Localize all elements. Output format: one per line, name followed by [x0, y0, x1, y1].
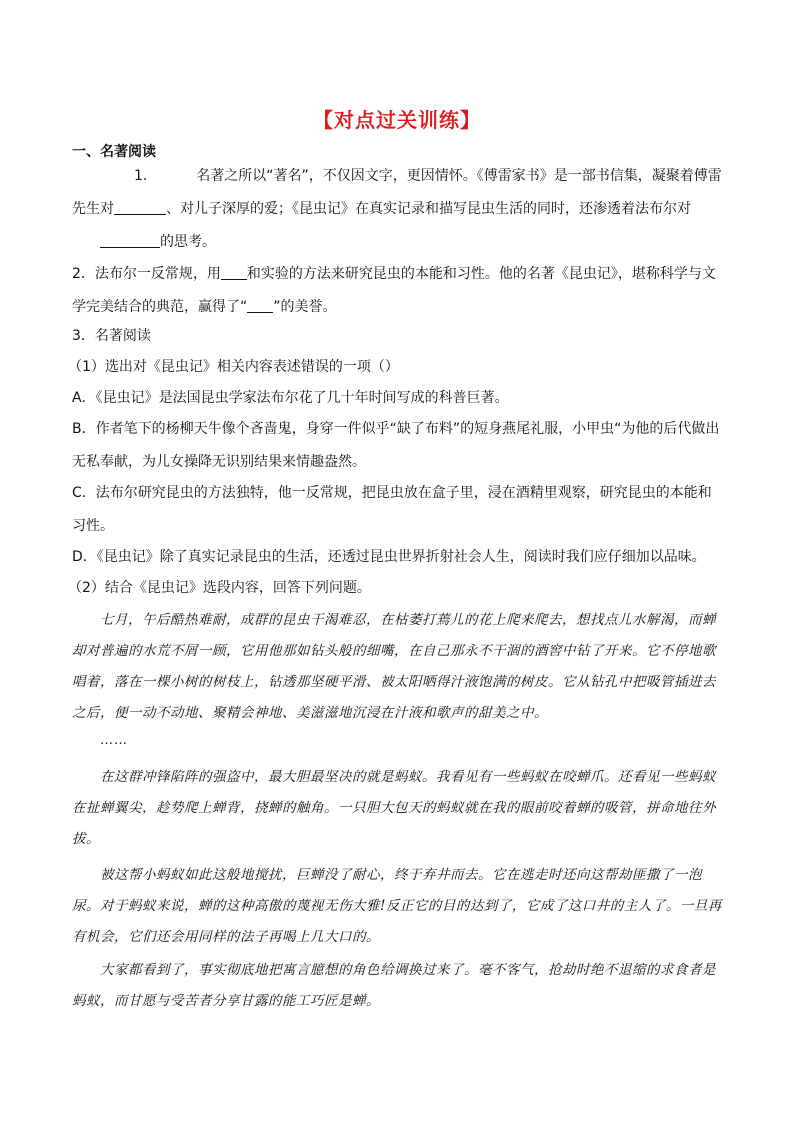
excerpt-ellipsis: …… [100, 733, 128, 748]
answer-blank[interactable] [114, 198, 166, 215]
sub-question-1: （1）选出对《昆虫记》相关内容表述错误的一项（） [68, 359, 399, 375]
excerpt-paragraph-3: 被这帮小蚂蚁如此这般地搅扰，巨蝉没了耐心，终于弃井而去。它在逃走时还向这帮劫匪撒了一泡尿。对于蚂蚁来说，蝉的这种高傲的蔑视无伤大雅!反正它的目的达到了，它成了这口井的主人了。一旦再有机会，它们还会用同样的法子再喝上几大口的。 [72, 867, 722, 945]
excerpt-paragraph-1: 七月，午后酷热难耐，成群的昆虫干渴难忍，在枯萎打蔫儿的花上爬来爬去，想找点儿水解渴，而蝉却对普遍的水荒不屑一顾，它用他那如钻头般的细嘴，在自己那永不干涸的酒窖中钻了开来。它不停地歌唱着，落在一棵小树的树枝上，钻透那坚硬平滑、被太阳晒得汁液饱满的树皮。它从钻孔中把吸管插进去之后，便一动不动地、聚精会神地、美滋滋地沉浸在汁液和歌声的甜美之中。 [72, 612, 716, 721]
question-text: 和实验的方法来研究昆虫的本能和习性。他的名著《昆虫记》，堪称科学与文 [246, 266, 716, 282]
answer-blank[interactable] [100, 231, 160, 248]
excerpt-paragraph-2: 在这群冲锋陷阵的强盗中，最大胆最坚决的就是蚂蚁。我看见有一些蚂蚁在咬蝉爪。还看见一些蚂蚁在扯蝉翼尖，趁势爬上蝉背，挠蝉的触角。一只胆大包天的蚂蚁就在我的眼前咬着蝉的吸管，拼命地往外拔。 [72, 769, 716, 847]
question-number: 1. [134, 168, 148, 184]
question-2 [72, 258, 724, 324]
option-a: A．《昆虫记》是法国昆虫学家法布尔花了几十年时间写成的科普巨著。 [72, 390, 509, 406]
question-text: 、对儿子深厚的爱；《昆虫记》在真实记录和描写昆虫生活的同时，还渗透着法布尔对 [166, 201, 691, 217]
section-heading: 一、名著阅读 [72, 144, 156, 160]
sub-question-2: （2）结合《昆虫记》选段内容，回答下列问题。 [68, 580, 371, 596]
option-d: D．《昆虫记》除了真实记录昆虫的生活，还透过昆虫世界折射社会人生，阅读时我们应仔细加以品味。 [72, 549, 706, 565]
answer-blank[interactable] [221, 263, 247, 280]
option-b: B．作者笔下的杨柳天牛像个吝啬鬼，身穿一件似乎“缺了布料”的短身燕尾礼服，小甲虫“为他的后代做出无私奉献，为儿女操降无识别结果来情趣盎然。 [72, 421, 720, 470]
question-text: 2．法布尔一反常规，用 [72, 266, 221, 282]
page-title: 【对点过关训练】 [313, 108, 481, 132]
question-text: 先生对 [72, 201, 114, 217]
question-text: 的思考。 [160, 234, 216, 250]
question-text: ”的美誉。 [273, 299, 337, 315]
option-c: C．法布尔研究昆虫的方法独特，他一反常规，把昆虫放在盒子里，浸在酒精里观察，研究昆虫的本能和习性。 [72, 485, 712, 534]
question-text: 名著之所以“著名”，不仅因文字，更因情怀。《傅雷家书》是一部书信集，凝聚着傅雷 [196, 168, 722, 184]
answer-blank[interactable] [247, 296, 273, 313]
question-1 [72, 160, 724, 259]
question-3-heading: 3．名著阅读 [72, 328, 151, 344]
question-text: 学完美结合的典范，赢得了“ [72, 299, 248, 315]
excerpt-paragraph-4: 大家都看到了，事实彻底地把寓言臆想的角色给调换过来了。毫不客气，抢劫时绝不退缩的求食者是蚂蚁，而甘愿与受苦者分享甘露的能工巧匠是蝉。 [72, 962, 716, 1009]
